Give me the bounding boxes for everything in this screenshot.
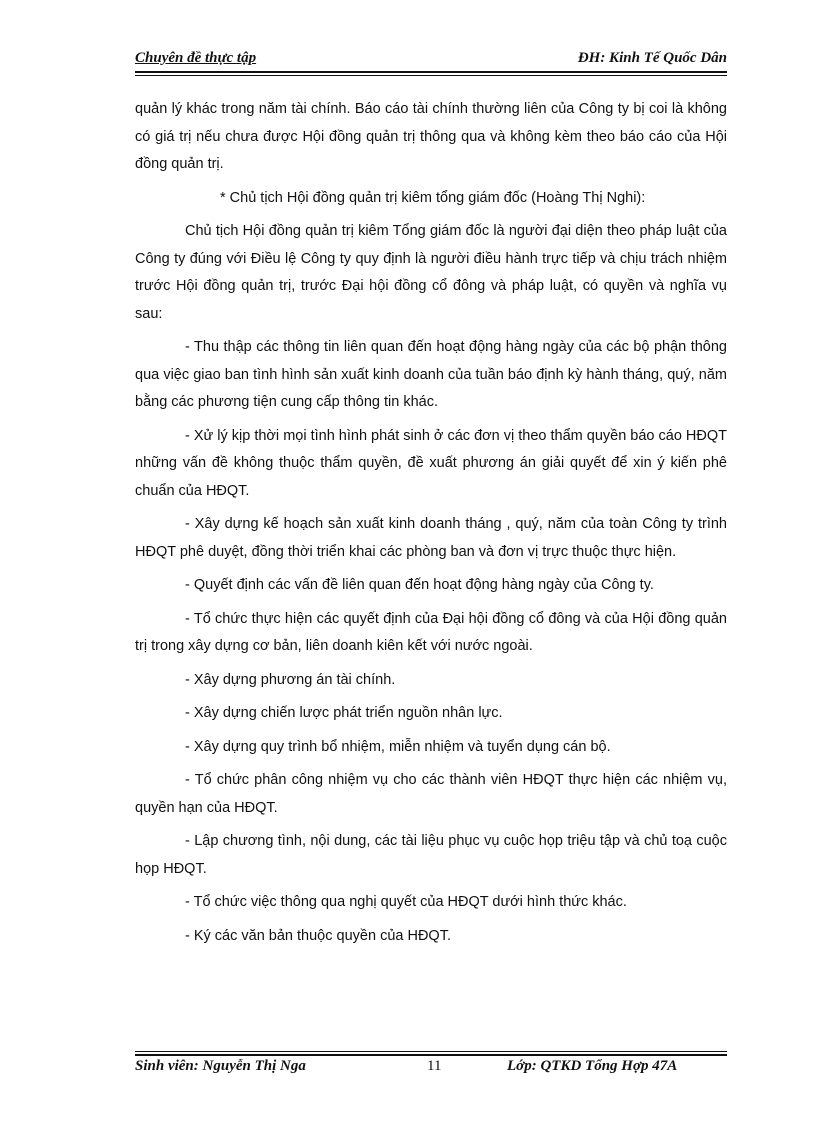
list-item-business-plan: - Xây dựng kế hoạch sản xuất kinh doanh tháng , quý, năm của toàn Công ty trình HĐQT phê duyệt, đồng thời triển khai các phòng ban và đơn vị trực thuộc thực hiện. bbox=[135, 516, 727, 560]
page-header bbox=[135, 50, 727, 68]
list-item-collect-information: - Thu thập các thông tin liên quan đến hoạt động hàng ngày của các bộ phận thông qua việc giao ban tình hình sản xuất kinh doanh của tuần báo định kỳ hành tháng, quý, năm bằng các phương tiện cung cấp thông tin khác. bbox=[135, 339, 727, 410]
footer-divider-thin bbox=[135, 1051, 727, 1052]
header-topic: Chuyên đề thực tập bbox=[135, 50, 257, 66]
list-item-handle-situations: - Xử lý kịp thời mọi tình hình phát sinh ở các đơn vị theo thẩm quyền báo cáo HĐQT những vấn đề không thuộc thẩm quyền, đề xuất phương án giải quyết để xin ý kiến phê chuẩn của HĐQT. bbox=[135, 427, 727, 499]
list-item-financial-plan: - Xây dựng phương án tài chính. bbox=[185, 671, 396, 688]
header-divider-thin bbox=[135, 75, 727, 76]
list-item-hr-strategy: - Xây dựng chiến lược phát triển nguồn nhân lực. bbox=[185, 705, 503, 721]
header-divider-thick bbox=[135, 71, 727, 73]
list-item-appointment-process: - Xây dựng quy trình bổ nhiệm, miễn nhiệm và tuyển dụng cán bộ. bbox=[185, 738, 611, 755]
list-item-implement-resolutions: - Tổ chức thực hiện các quyết định của Đại hội đồng cổ đông và của Hội đồng quản trị trong xây dựng cơ bản, liên doanh kiên kết với nước ngoài. bbox=[135, 610, 727, 654]
list-item-sign-documents: - Ký các văn bản thuộc quyền của HĐQT. bbox=[185, 927, 451, 944]
header-university: ĐH: Kinh Tế Quốc Dân bbox=[577, 50, 727, 66]
list-item-meeting-agenda: - Lập chương tình, nội dung, các tài liệu phục vụ cuộc họp triệu tập và chủ toạ cuộc họp HĐQT. bbox=[135, 833, 727, 877]
footer-page-number: 11 bbox=[427, 1058, 442, 1074]
list-item-resolution-approval: - Tổ chức việc thông qua nghị quyết của HĐQT dưới hình thức khác. bbox=[185, 894, 627, 910]
list-item-assign-tasks: - Tổ chức phân công nhiệm vụ cho các thành viên HĐQT thực hiện các nhiệm vụ, quyền hạn của HĐQT. bbox=[135, 772, 727, 816]
paragraph-chairman-heading: * Chủ tịch Hội đồng quản trị kiêm tổng giám đốc (Hoàng Thị Nghi): bbox=[220, 189, 646, 206]
footer-divider-thick bbox=[135, 1054, 727, 1056]
footer-class-name: Lớp: QTKD Tổng Hợp 47A bbox=[507, 1058, 678, 1074]
footer-student-name: Sinh viên: Nguyễn Thị Nga bbox=[135, 1058, 306, 1074]
list-item-daily-decisions: - Quyết định các vấn đề liên quan đến hoạt động hàng ngày của Công ty. bbox=[185, 577, 654, 593]
page-footer bbox=[135, 1058, 727, 1078]
document-body bbox=[135, 96, 727, 956]
paragraph-financial-report: quản lý khác trong năm tài chính. Báo cáo tài chính thường liên của Công ty bị coi là không có giá trị nếu chưa được Hội đồng quản trị thông qua và không kèm theo báo cáo của Hội đồng quản trị. bbox=[135, 101, 727, 172]
paragraph-chairman-duties-intro: Chủ tịch Hội đồng quản trị kiêm Tổng giám đốc là người đại diện theo pháp luật của Công ty đúng với Điều lệ Công ty quy định là người điều hành trực tiếp và chịu trách nhiệm trước Hội đồng quản trị, trước Đại hội đồng cổ đông và pháp luật, có quyền và nghĩa vụ sau: bbox=[135, 223, 727, 322]
